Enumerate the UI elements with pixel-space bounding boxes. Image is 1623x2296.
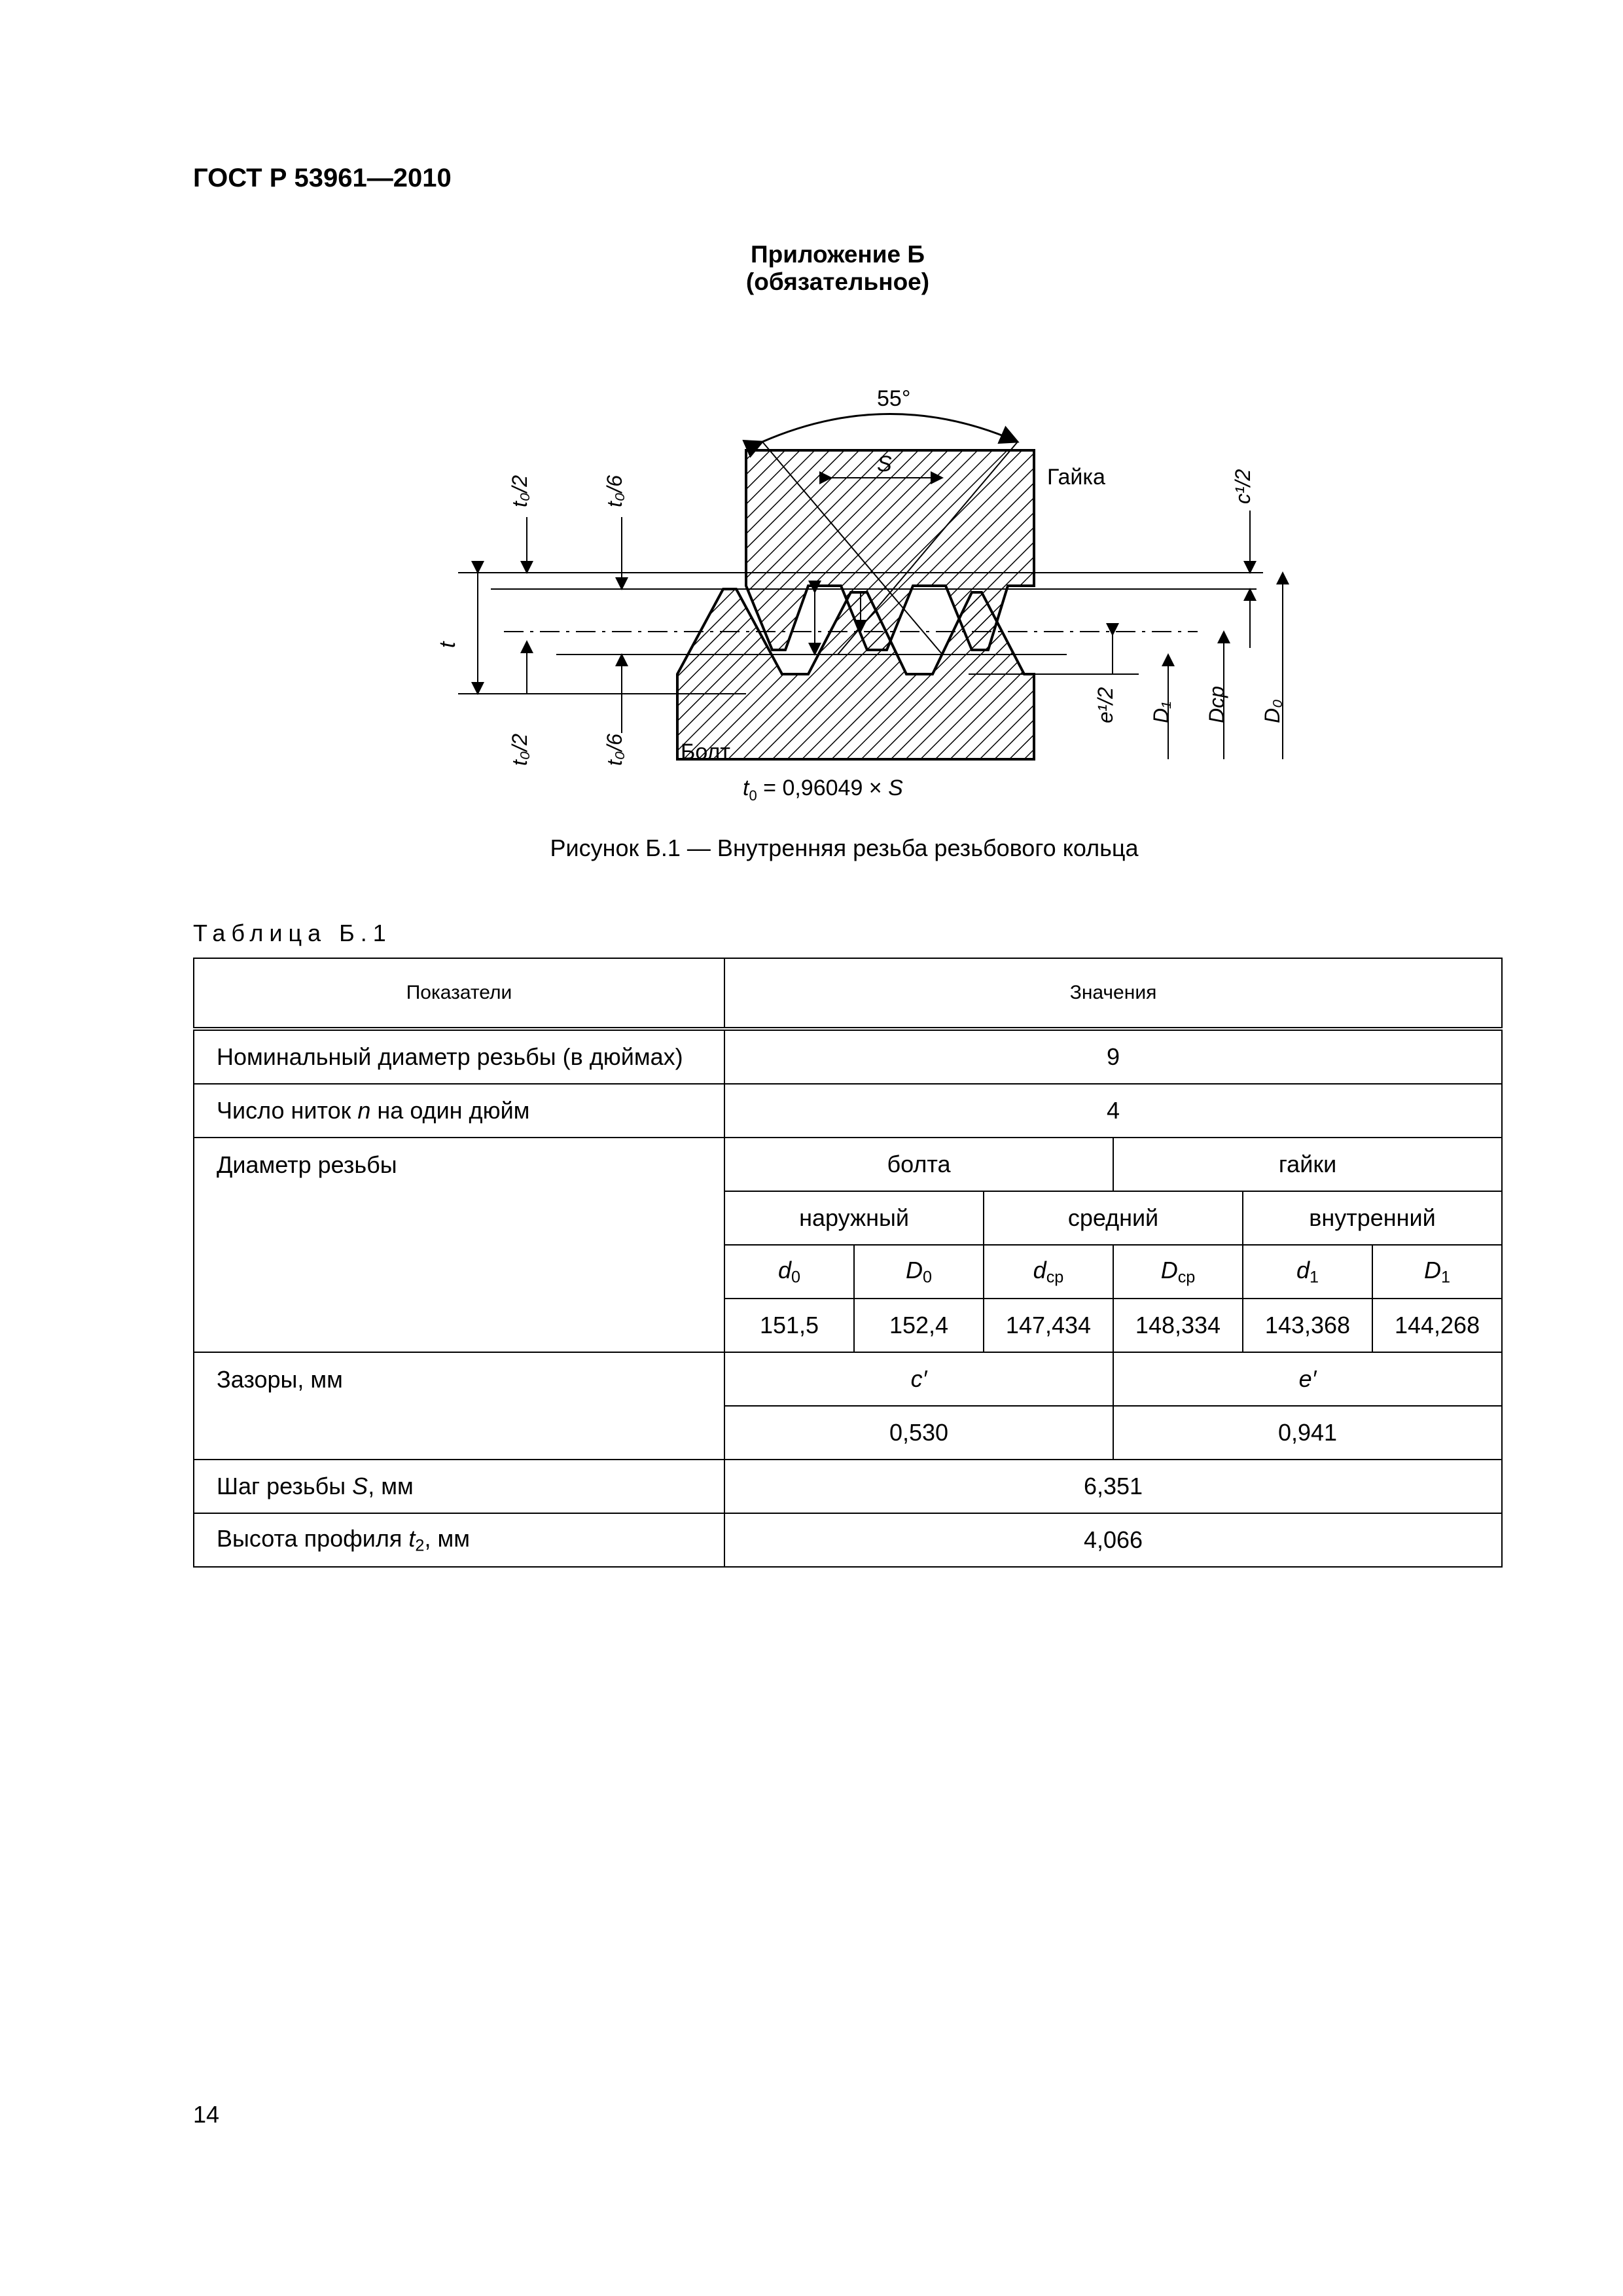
appendix-title: Приложение Б xyxy=(751,241,925,268)
parameters-table xyxy=(193,958,1503,1568)
appendix-status: (обязательное) xyxy=(745,268,930,295)
value-D1: 144,268 xyxy=(1372,1299,1502,1352)
inner-heading: внутренний xyxy=(1243,1191,1502,1245)
c-half-label: c¹/2 xyxy=(1231,469,1255,504)
Dcp-label: Dср xyxy=(1205,686,1228,723)
symbol-dcp: $d_{ср}$ xyxy=(984,1245,1113,1299)
threads-per-inch-value: 4 xyxy=(724,1084,1502,1138)
D1-label: D₁ xyxy=(1149,701,1173,723)
outer-heading: наружный xyxy=(724,1191,984,1245)
table-row xyxy=(194,1138,1502,1191)
gaps-label: Зазоры, мм xyxy=(194,1352,724,1460)
value-d1: 143,368 xyxy=(1243,1299,1372,1352)
t0-sixth-bottom: t₀/6 xyxy=(603,733,626,766)
gap-c-value: 0,530 xyxy=(724,1406,1113,1460)
symbol-Dcp: $D_{ср}$ xyxy=(1113,1245,1243,1299)
nut-label: Гайка xyxy=(1047,465,1105,490)
value-dcp: 147,434 xyxy=(984,1299,1113,1352)
gap-c-symbol: c′ xyxy=(724,1352,1113,1406)
bolt-heading: болта xyxy=(724,1138,1113,1191)
value-D0: 152,4 xyxy=(854,1299,984,1352)
figure-caption: Рисунок Б.1 — Внутренняя резьба резьбового кольца xyxy=(550,834,1139,861)
value-Dcp: 148,334 xyxy=(1113,1299,1243,1352)
symbol-d1: $d_1$ xyxy=(1243,1245,1372,1299)
thread-diameter-label: Диаметр резьбы xyxy=(194,1138,724,1352)
symbol-d0: $d_0$ xyxy=(724,1245,854,1299)
profile-height-value: 4,066 xyxy=(724,1513,1502,1567)
e-half-label: e¹/2 xyxy=(1094,687,1117,723)
table-row xyxy=(194,1029,1502,1084)
standard-code: ГОСТ Р 53961—2010 xyxy=(193,164,452,192)
table-row xyxy=(194,1513,1502,1567)
t0-half-bottom: t₀/2 xyxy=(508,733,531,766)
table-row xyxy=(194,1460,1502,1513)
pitch-value: 6,351 xyxy=(724,1460,1502,1513)
table-label: Таблица Б.1 xyxy=(193,920,392,946)
symbol-D0: $D_0$ xyxy=(854,1245,984,1299)
table-header-row xyxy=(194,958,1502,1029)
angle-label: 55° xyxy=(877,386,911,411)
thread-profile-figure xyxy=(380,367,1296,812)
profile-height-label: Высота профиля $t_2$, мм xyxy=(194,1513,724,1567)
gap-e-value: 0,941 xyxy=(1113,1406,1502,1460)
header-indicators: Показатели xyxy=(194,958,724,1029)
header-values: Значения xyxy=(724,958,1502,1029)
formula: $t_0 = 0,96049 \times S$ xyxy=(743,776,903,804)
table-row xyxy=(194,1084,1502,1138)
threads-per-inch-label: Число ниток n на один дюйм xyxy=(194,1084,724,1138)
value-d0: 151,5 xyxy=(724,1299,854,1352)
nominal-diameter-label: Номинальный диаметр резьбы (в дюймах) xyxy=(194,1029,724,1084)
nut-heading: гайки xyxy=(1113,1138,1502,1191)
D0-label: D₀ xyxy=(1260,699,1284,723)
angle-arc xyxy=(762,414,1018,442)
t0-sixth-top: t₀/6 xyxy=(603,475,626,507)
t0-label: t xyxy=(435,641,460,648)
t0-half-top: t₀/2 xyxy=(508,475,531,507)
symbol-D1: $D_1$ xyxy=(1372,1245,1502,1299)
bolt-label: Болт xyxy=(681,740,730,764)
page-number: 14 xyxy=(193,2101,220,2128)
middle-heading: средний xyxy=(984,1191,1243,1245)
pitch-label: S xyxy=(877,452,892,476)
nominal-diameter-value: 9 xyxy=(724,1029,1502,1084)
table-row xyxy=(194,1352,1502,1406)
gap-e-symbol: e′ xyxy=(1113,1352,1502,1406)
pitch-label-cell: Шаг резьбы S, мм xyxy=(194,1460,724,1513)
